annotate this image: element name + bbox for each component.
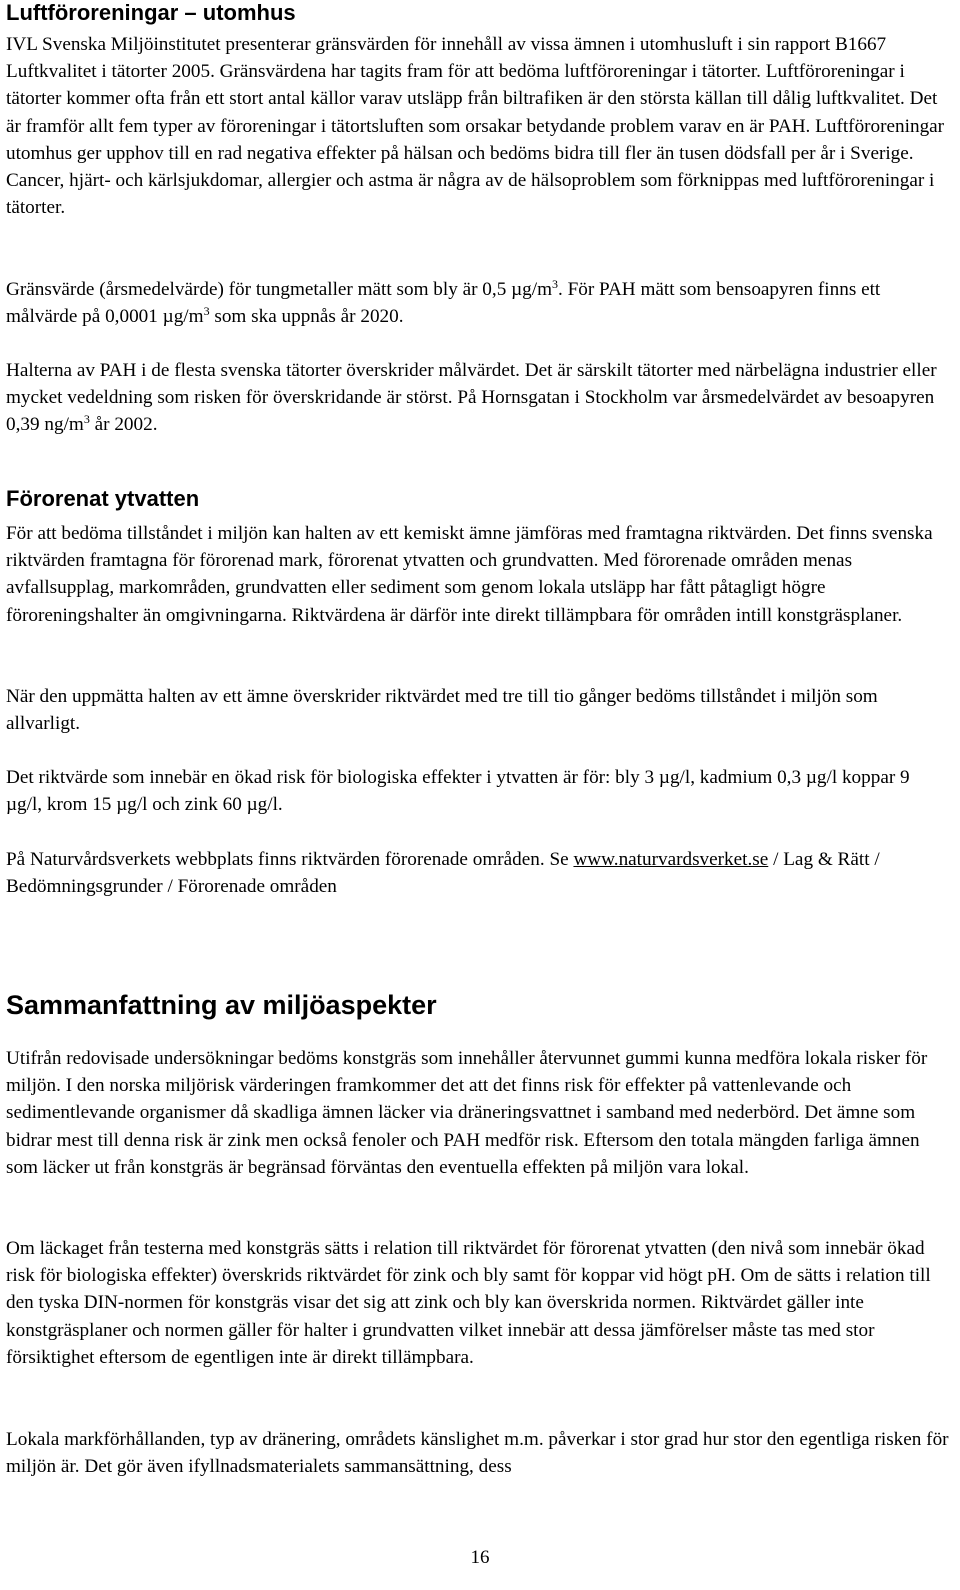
naturvardsverket-link[interactable]: www.naturvardsverket.se xyxy=(573,849,769,870)
section-heading-air-pollution: Luftföroreningar – utomhus xyxy=(6,0,296,25)
paragraph-naturvardsverket: På Naturvårdsverkets webbplats finns riktvärden förorenade områden. Se www.naturvardsverket.se / Lag & Rätt / Bedömningsgrunder / Förorenade områden xyxy=(6,849,880,898)
paragraph-ivl-limits: IVL Svenska Miljöinstitutet presenterar gränsvärden för innehåll av vissa ämnen i utomhusluft i sin rapport B1667 Luftkvalitet i tätorter 2005. Gränsvärdena har tagits fram för att bedöma luftföroreningar i tätorter. Luftföroreningar i tätorter kommer ofta från ett stort antal källor varav utsläpp från biltrafiken är den största källan till dålig luftkvalitet. Det är framför allt fem typer av föroreningar i tätortsluften som orsakar betydande problem varav en är PAH. Luftföroreningar utomhus ger upphov till en rad negativa effekter på hälsan och bedöms bidra till fler än tusen dödsfall per år i Sverige. Cancer, hjärt- och kärlsjukdomar, allergier och astma är några av de hälsoproblem som förknippas med luftföroreningar i tätorter. xyxy=(6,34,945,219)
paragraph-exceedance: När den uppmätta halten av ett ämne överskrider riktvärdet med tre till tio gånger bedöms tillståndet i miljön som allvarligt. xyxy=(6,686,878,735)
section-heading-surface-water: Förorenat ytvatten xyxy=(6,486,200,511)
paragraph-leakage-comparison: Om läckaget från testerna med konstgräs sätts i relation till riktvärdet för förorenat ytvatten (den nivå som innebär ökad risk för biologiska effekter) överskrids riktvärdet för zink och bly samt för koppar vid högt pH. Om de sätts i relation till den tyska DIN-normen för konstgräs visar det sig att zink och bly kan överskrida normen. Riktvärdet gäller inte konstgräsplaner och normen gäller för halter i grundvatten vilket innebär att dessa jämförelser måste tas med stor försiktighet eftersom de egentligen inte är direkt tillämpbara. xyxy=(6,1238,931,1368)
paragraph-guideline-values: För att bedöma tillståndet i miljön kan halten av ett kemiskt ämne jämföras med framtagna riktvärden. Det finns svenska riktvärden framtagna för förorenad mark, förorenat ytvatten och grundvatten. Med förorenade områden menas avfallsupplag, markområden, grundvatten eller sediment som genom lokala utsläpp har fått påtagligt högre föroreningshalter än omgivningarna. Riktvärdena är därför inte direkt tillämpbara för områden intill konstgräsplaner. xyxy=(6,523,933,626)
paragraph-metal-thresholds: Det riktvärde som innebär en ökad risk för biologiska effekter i ytvatten är för: bly 3 µg/l, kadmium 0,3 µg/l koppar 9 µg/l, krom 15 µg/l och zink 60 µg/l. xyxy=(6,767,910,816)
paragraph-pah-levels: Halterna av PAH i de flesta svenska tätorter överskrider målvärdet. Det är särskilt tätorter med närbelägna industrier eller mycket vedeldning som risken för överskridande är störst. På Hornsgatan i Stockholm var årsmedelvärdet av besoapyren 0,39 $ng/m^3$ år 2002. xyxy=(6,360,937,436)
paragraph-heavy-metals-limit: Gränsvärde (årsmedelvärde) för tungmetaller mätt som bly är 0,5 $\mu g/m^3$. För PAH mätt som bensoapyren finns ett målvärde på 0,0001 $\mu g/m^3$ som ska uppnås år 2020. xyxy=(6,277,881,328)
paragraph-local-conditions: Lokala markförhållanden, typ av dränering, områdets känslighet m.m. påverkar i stor grad hur stor den egentliga risken för miljön är. Det gör även ifyllnadsmaterialets sammansättning, dess xyxy=(6,1429,949,1478)
paragraph-summary-risks: Utifrån redovisade undersökningar bedöms konstgräs som innehåller återvunnet gummi kunna medföra lokala risker för miljön. I den norska miljörisk värderingen framkommer det att det finns risk för effekter på vattenlevande och sedimentlevande organismer då skadliga ämnen läcker via dräneringsvattnet i samband med nederbörd. Det ämne som bidrar mest till denna risk är zink men också fenoler och PAH medför risk. Eftersom den totala mängden farliga ämnen som läcker ut från konstgräs är begränsad förväntas den eventuella effekten på miljön vara lokal. xyxy=(6,1048,928,1178)
section-heading-summary: Sammanfattning av miljöaspekter xyxy=(6,990,437,1020)
page-number: 16 xyxy=(470,1547,490,1568)
